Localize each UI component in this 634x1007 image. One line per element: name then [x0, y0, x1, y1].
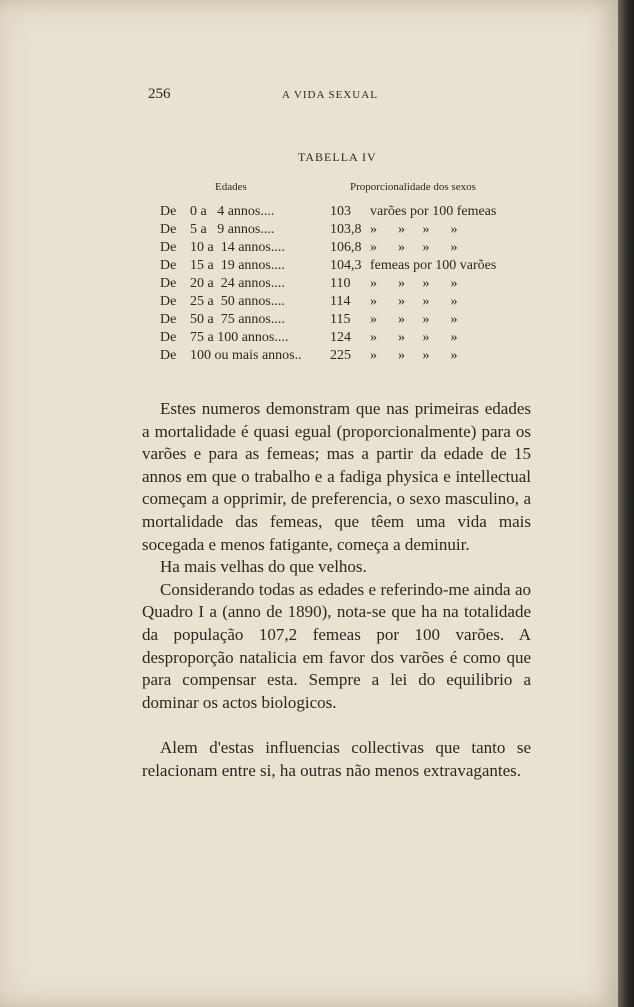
paragraph: Alem d'estas influencias collectivas que tanto se relacionam entre si, ha outras não menos extravagantes.: [142, 738, 531, 780]
row-value: 225: [330, 348, 351, 363]
page-number: 256: [148, 86, 171, 102]
row-age-range: 100 ou mais annos..: [190, 348, 302, 363]
row-prefix: De: [160, 312, 177, 327]
paragraph: Ha mais velhas do que velhos.: [160, 557, 367, 577]
row-description: » » » »: [370, 348, 458, 363]
row-description: femeas por 100 varões: [370, 258, 497, 273]
row-prefix: De: [160, 258, 177, 273]
column-header-proportion: Proporcionalidade dos sexos: [350, 181, 476, 193]
row-age-range: 15 a 19 annos....: [190, 258, 285, 273]
row-description: varões por 100 femeas: [370, 204, 497, 219]
row-value: 104,3: [330, 258, 362, 273]
table-row: [160, 239, 530, 257]
running-head: A VIDA SEXUAL: [282, 89, 378, 101]
row-prefix: De: [160, 276, 177, 291]
row-age-range: 75 a 100 annos....: [190, 330, 289, 345]
table-row: [160, 221, 530, 239]
row-value: 103: [330, 204, 351, 219]
row-description: » » » »: [370, 312, 458, 327]
table-row: [160, 257, 530, 275]
row-prefix: De: [160, 294, 177, 309]
table-row: [160, 311, 530, 329]
book-edge: [618, 0, 634, 1007]
row-prefix: De: [160, 222, 177, 237]
row-value: 106,8: [330, 240, 362, 255]
row-age-range: 20 a 24 annos....: [190, 276, 285, 291]
row-prefix: De: [160, 348, 177, 363]
row-description: » » » »: [370, 294, 458, 309]
row-description: » » » »: [370, 240, 458, 255]
table-row: [160, 329, 530, 347]
row-age-range: 10 a 14 annos....: [190, 240, 285, 255]
row-prefix: De: [160, 240, 177, 255]
row-description: » » » »: [370, 222, 458, 237]
paragraph: Considerando todas as edades e referindo-me ainda ao Quadro I a (anno de 1890), nota-se que ha na totalidade da população 107,2 femeas por 100 varões. A desproporção natalicia em favor dos varões é como que para compensar esta. Sempre a lei do equilibrio a dominar os actos biologicos.: [142, 579, 531, 712]
row-value: 114: [330, 294, 351, 309]
table-row: [160, 347, 530, 365]
table-row: [160, 203, 530, 221]
row-description: » » » »: [370, 330, 458, 345]
table-title: TABELLA IV: [298, 150, 377, 164]
paragraph: Estes numeros demonstram que nas primeiras edades a mortalidade é quasi egual (proporcionalmente) para os varões e para as femeas; mas a partir da edade de 15 annos em que o trabalho e a fadiga physica e intellectual começam a opprimir, de preferencia, o sexo masculino, a mortalidade das femeas, que têem uma vida mais socegada e menos fatigante, começa a deminuir.: [142, 399, 531, 554]
row-value: 103,8: [330, 222, 362, 237]
body-text: [142, 398, 531, 783]
column-header-age: Edades: [215, 181, 247, 193]
row-age-range: 25 a 50 annos....: [190, 294, 285, 309]
row-age-range: 5 a 9 annos....: [190, 222, 275, 237]
row-age-range: 50 a 75 annos....: [190, 312, 285, 327]
row-age-range: 0 a 4 annos....: [190, 204, 275, 219]
page-header: [148, 86, 528, 106]
row-value: 115: [330, 312, 351, 327]
table-row: [160, 275, 530, 293]
row-description: » » » »: [370, 276, 458, 291]
row-value: 124: [330, 330, 351, 345]
row-prefix: De: [160, 204, 177, 219]
row-value: 110: [330, 276, 351, 291]
row-prefix: De: [160, 330, 177, 345]
table-body: [160, 203, 530, 365]
table-row: [160, 293, 530, 311]
